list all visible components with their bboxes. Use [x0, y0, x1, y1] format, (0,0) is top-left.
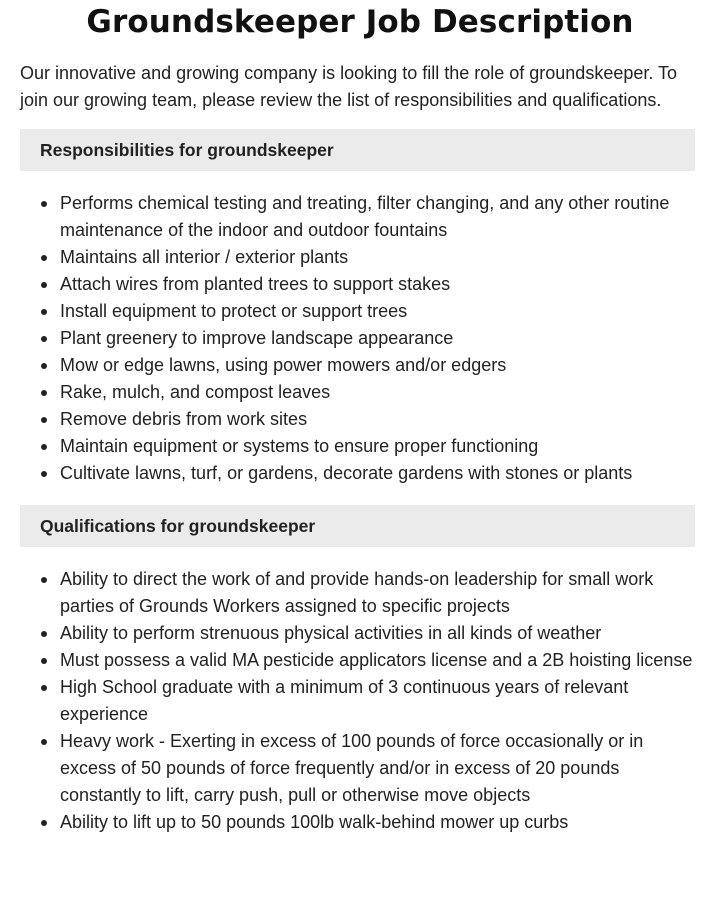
bullet-icon — [41, 309, 47, 315]
bullet-icon — [41, 577, 47, 583]
list-item-text: Rake, mulch, and compost leaves — [60, 382, 331, 402]
list-item — [60, 352, 695, 379]
list-item — [60, 271, 695, 298]
list-item — [60, 190, 695, 244]
list-item-text: Ability to lift up to 50 pounds 100lb walk-behind mower up curbs — [60, 812, 569, 832]
list-item-text: High School graduate with a minimum of 3 continuous years of relevant experience — [60, 677, 629, 724]
list-item-text: Ability to direct the work of and provide hands-on leadership for small work parties of Grounds Workers assigned to specific projects — [60, 569, 654, 616]
list-item — [60, 674, 695, 728]
list-item-text: Remove debris from work sites — [60, 409, 308, 429]
qualifications-heading: Qualifications for groundskeeper — [20, 505, 695, 547]
bullet-icon — [41, 631, 47, 637]
list-item-text: Mow or edge lawns, using power mowers and/or edgers — [60, 355, 507, 375]
list-item — [60, 566, 695, 620]
intro-paragraph: Our innovative and growing company is looking to fill the role of groundskeeper. To join our growing team, please review the list of responsibilities and qualifications. — [20, 63, 678, 110]
list-item-text: Maintains all interior / exterior plants — [60, 247, 349, 267]
list-item-text: Must possess a valid MA pesticide applicators license and a 2B hoisting license — [60, 650, 693, 670]
responsibilities-list — [20, 190, 695, 487]
bullet-icon — [41, 255, 47, 261]
bullet-icon — [41, 201, 47, 207]
list-item-text: Cultivate lawns, turf, or gardens, decorate gardens with stones or plants — [60, 463, 633, 483]
list-item-text: Heavy work - Exerting in excess of 100 pounds of force occasionally or in excess of 50 pounds of force frequently and/or in excess of 20 pounds constantly to lift, carry push, pull or otherwise move objects — [60, 731, 644, 805]
list-item — [60, 620, 695, 647]
bullet-icon — [41, 685, 47, 691]
list-item — [60, 325, 695, 352]
responsibilities-heading: Responsibilities for groundskeeper — [20, 129, 695, 171]
bullet-icon — [41, 390, 47, 396]
bullet-icon — [41, 444, 47, 450]
list-item-text: Install equipment to protect or support trees — [60, 301, 408, 321]
list-item-text: Performs chemical testing and treating, filter changing, and any other routine maintenance of the indoor and outdoor fountains — [60, 193, 670, 240]
bullet-icon — [41, 820, 47, 826]
list-item — [60, 433, 695, 460]
list-item — [60, 460, 695, 487]
list-item — [60, 379, 695, 406]
bullet-icon — [41, 363, 47, 369]
bullet-icon — [41, 282, 47, 288]
qualifications-list — [20, 566, 695, 836]
list-item — [60, 728, 695, 809]
page-title: Groundskeeper Job Description — [86, 4, 634, 40]
list-item — [60, 406, 695, 433]
list-item — [60, 298, 695, 325]
bullet-icon — [41, 336, 47, 342]
list-item-text: Attach wires from planted trees to support stakes — [60, 274, 451, 294]
bullet-icon — [41, 739, 47, 745]
list-item-text: Plant greenery to improve landscape appearance — [60, 328, 454, 348]
bullet-icon — [41, 417, 47, 423]
list-item-text: Ability to perform strenuous physical activities in all kinds of weather — [60, 623, 602, 643]
bullet-icon — [41, 658, 47, 664]
list-item-text: Maintain equipment or systems to ensure proper functioning — [60, 436, 539, 456]
list-item — [60, 244, 695, 271]
bullet-icon — [41, 471, 47, 477]
list-item — [60, 647, 695, 674]
list-item — [60, 809, 695, 836]
